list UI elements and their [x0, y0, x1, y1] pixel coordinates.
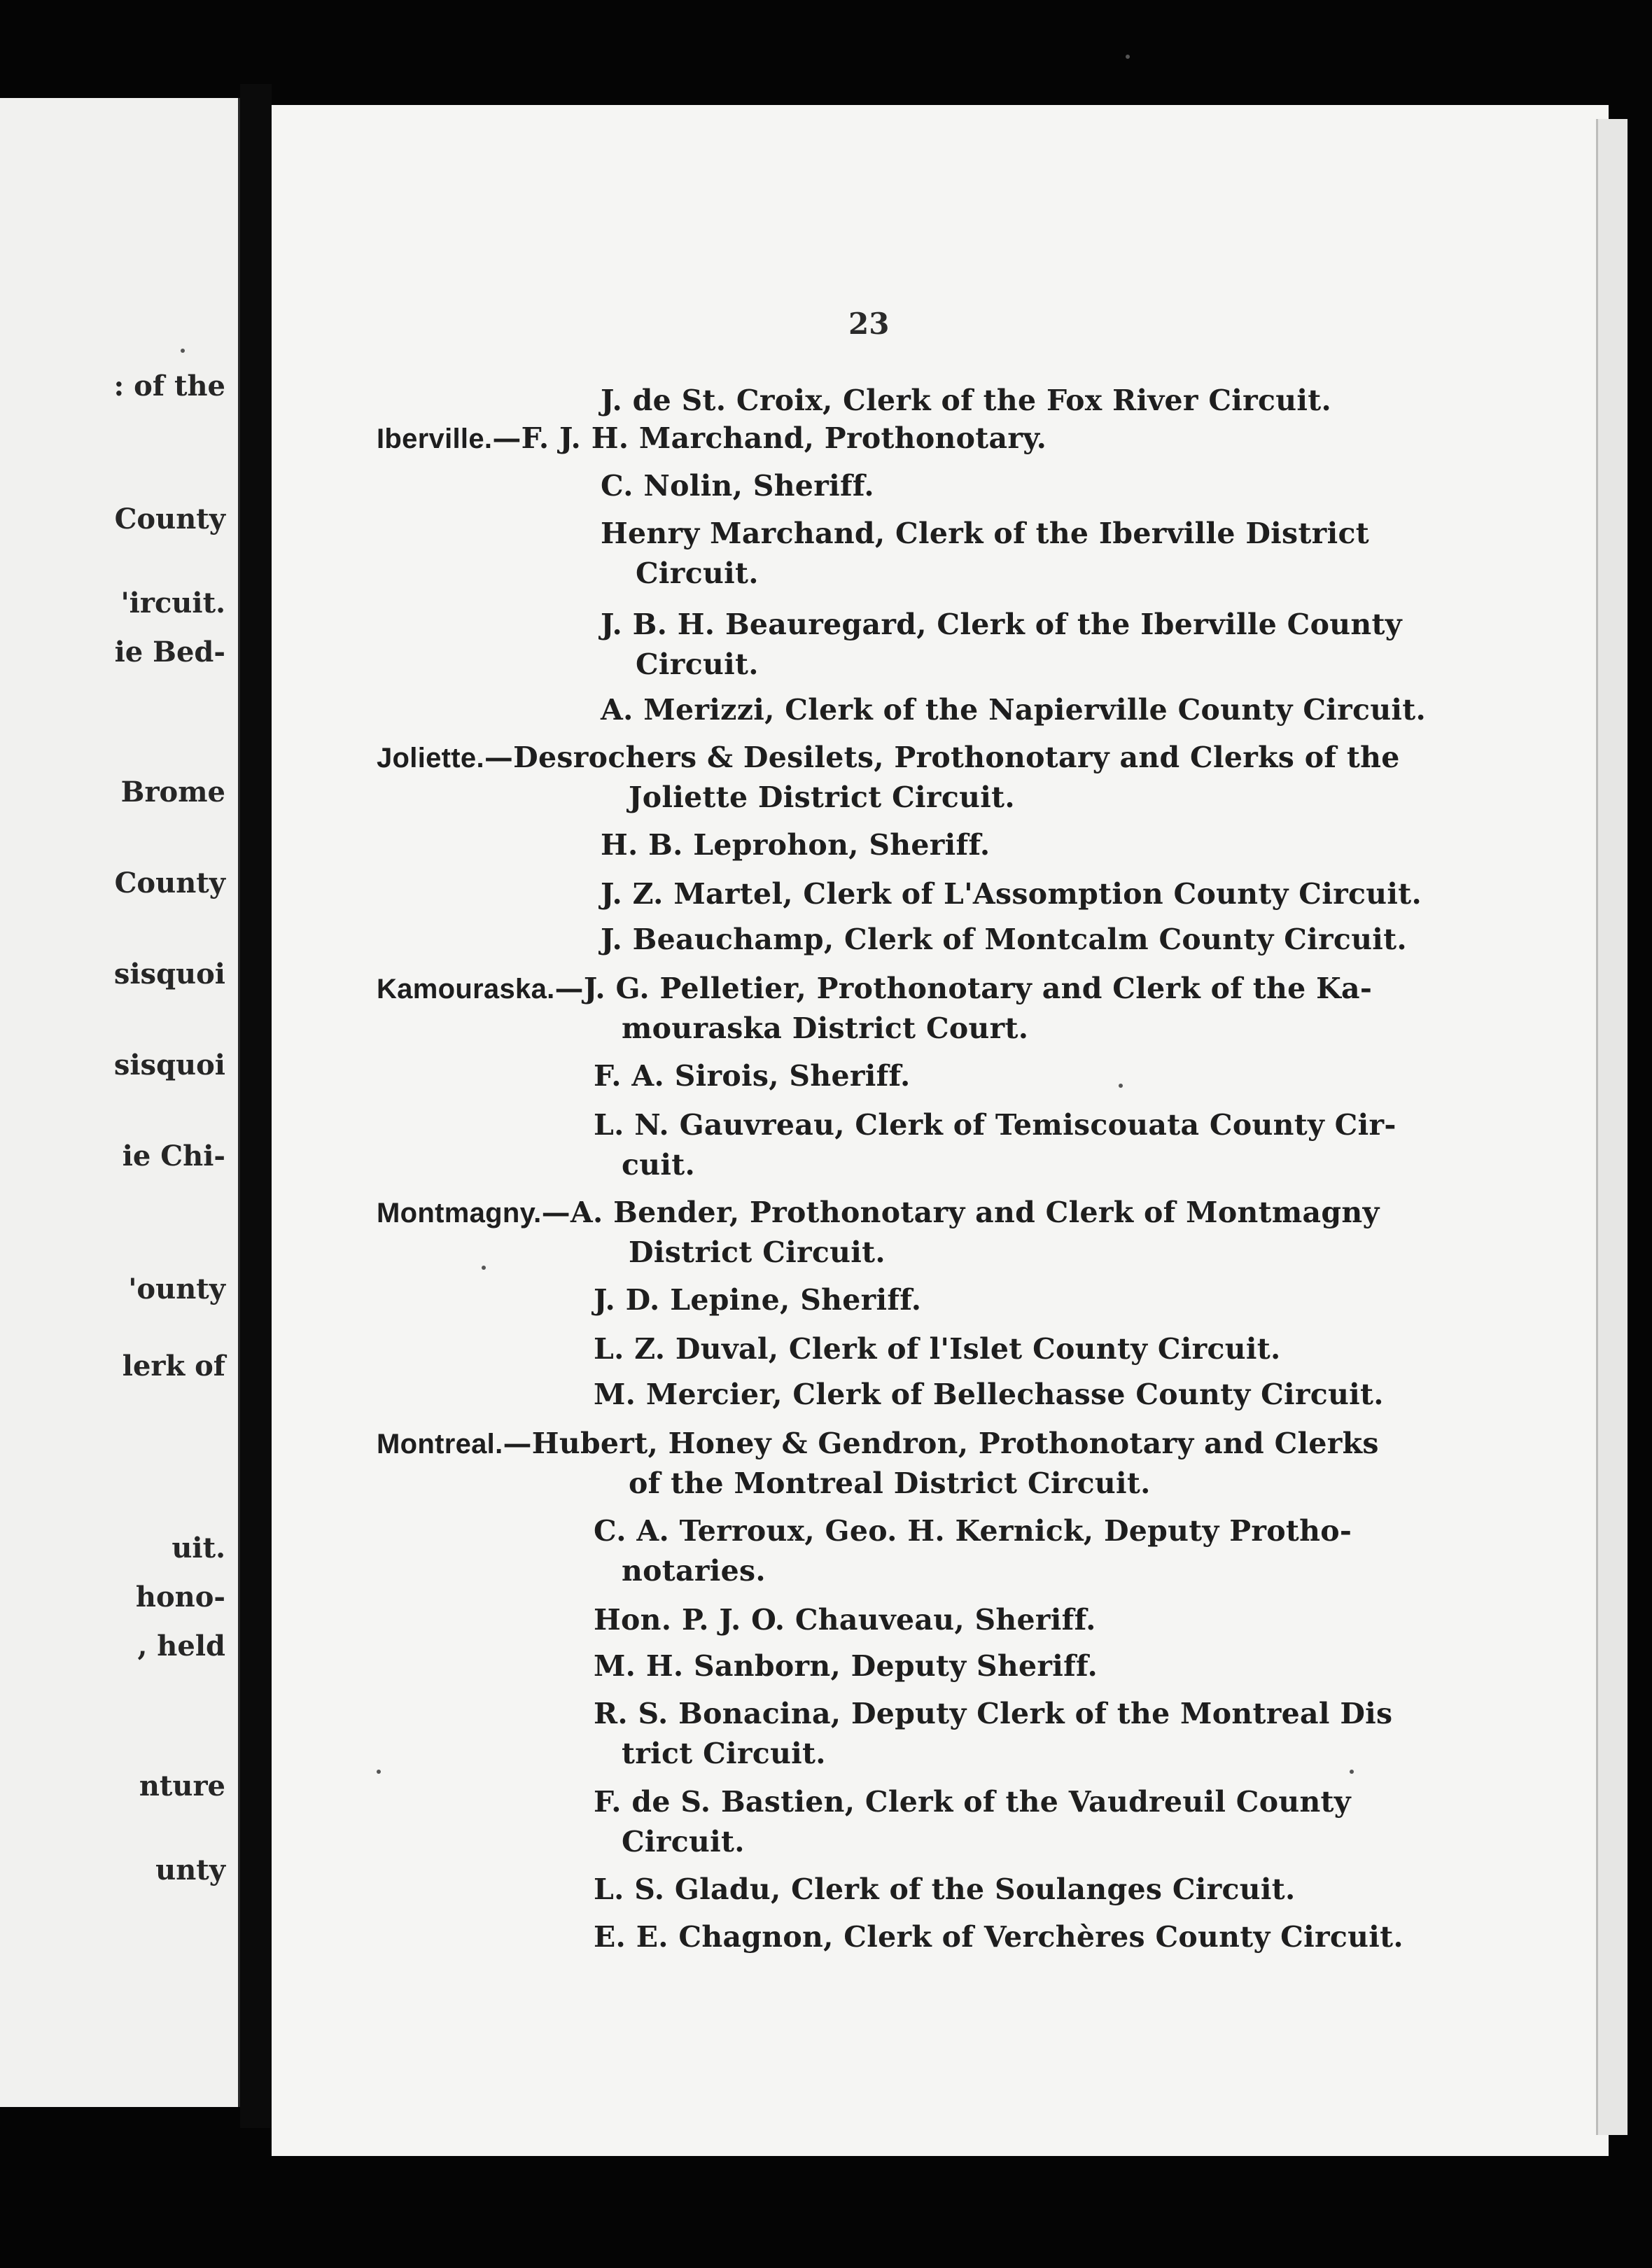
entry-text: J. Beauchamp, Clerk of Montcalm County Circuit. — [601, 923, 1407, 956]
entry-line — [594, 1649, 1098, 1683]
entry-text: District Circuit. — [629, 1236, 886, 1269]
entry-line — [622, 1148, 695, 1182]
left-page-text-fragment: sisquoi — [113, 958, 225, 990]
district-entry-line — [377, 1196, 1380, 1229]
dust-speck — [1350, 1770, 1354, 1774]
entry-line — [622, 1737, 826, 1770]
entry-text: —Hubert, Honey & Gendron, Prothonotary and Clerks — [503, 1427, 1379, 1460]
entry-line — [601, 877, 1422, 911]
entry-text: J. B. H. Beauregard, Clerk of the Iberville County — [601, 608, 1402, 641]
left-page-text-fragment: 'ounty — [128, 1273, 225, 1306]
dust-speck — [1119, 1084, 1123, 1088]
entry-text: cuit. — [622, 1148, 696, 1182]
entry-text: of the Montreal District Circuit. — [629, 1466, 1151, 1500]
entry-text: H. B. Leprohon, Sheriff. — [601, 828, 990, 862]
district-entry-line — [377, 741, 1400, 774]
entry-text: C. Nolin, Sheriff. — [601, 469, 874, 503]
entry-line — [601, 608, 1402, 641]
entry-line — [601, 517, 1369, 550]
left-page-text-fragment: County — [114, 503, 225, 536]
left-page-text-fragment: , held — [137, 1630, 225, 1662]
entry-line — [594, 1697, 1392, 1730]
entry-line — [594, 1108, 1396, 1142]
entry-line — [601, 828, 990, 862]
entry-line — [629, 1236, 886, 1269]
entry-line — [601, 693, 1426, 727]
left-page-text-fragment: hono- — [135, 1581, 225, 1614]
entry-line — [594, 1872, 1296, 1906]
entry-text: E. E. Chagnon, Clerk of Verchères County Circuit. — [594, 1920, 1404, 1954]
entry-text: J. D. Lepine, Sheriff. — [594, 1283, 922, 1317]
entry-line — [594, 1920, 1404, 1954]
entry-line — [594, 1603, 1096, 1637]
left-page-text-fragment: nture — [139, 1770, 225, 1802]
entry-text: C. A. Terroux, Geo. H. Kernick, Deputy Protho- — [594, 1514, 1352, 1548]
entry-text: —A. Bender, Prothonotary and Clerk of Montmagny — [541, 1196, 1380, 1229]
entry-text: L. S. Gladu, Clerk of the Soulanges Circuit. — [594, 1872, 1296, 1906]
entry-text: mouraska District Court. — [622, 1011, 1029, 1045]
entry-text: J. de St. Croix, Clerk of the Fox River Circuit. — [601, 384, 1332, 417]
district-entry-line — [377, 421, 1046, 455]
entry-text: A. Merizzi, Clerk of the Napierville County Circuit. — [601, 693, 1427, 727]
entry-text: J. Z. Martel, Clerk of L'Assomption County Circuit. — [601, 877, 1422, 911]
entry-text: Joliette District Circuit. — [629, 780, 1015, 814]
entry-text: Circuit. — [622, 1825, 745, 1858]
left-page-text-fragment: County — [114, 867, 225, 899]
entry-text: R. S. Bonacina, Deputy Clerk of the Montreal Dis — [594, 1697, 1393, 1730]
left-page-text-fragment: uit. — [172, 1532, 225, 1564]
entry-line — [622, 1011, 1028, 1045]
dust-speck — [377, 1770, 381, 1774]
entry-text: —Desrochers & Desilets, Prothonotary and Clerks of the — [484, 741, 1400, 774]
entry-text: Circuit. — [636, 556, 759, 590]
entry-line — [594, 1514, 1352, 1548]
entry-line — [601, 469, 874, 503]
district-name: Joliette. — [377, 743, 484, 774]
entry-line — [594, 1378, 1384, 1411]
entry-line — [594, 1332, 1281, 1366]
entry-text: M. H. Sanborn, Deputy Sheriff. — [594, 1649, 1098, 1683]
entry-text: —F. J. H. Marchand, Prothonotary. — [492, 421, 1047, 455]
entry-line — [601, 923, 1407, 956]
left-page-text-fragment: : of the — [113, 370, 225, 402]
district-name: Iberville. — [377, 424, 493, 454]
entry-text: L. N. Gauvreau, Clerk of Temiscouata County Cir- — [594, 1108, 1396, 1142]
left-page-text-fragment: unty — [155, 1854, 225, 1886]
left-page-text-fragment: sisquoi — [113, 1049, 225, 1082]
left-page-text-fragment: lerk of — [122, 1350, 225, 1382]
page-edge — [1596, 119, 1628, 2135]
district-name: Montreal. — [377, 1429, 503, 1460]
entry-text: notaries. — [622, 1554, 766, 1588]
entry-line — [594, 1785, 1351, 1819]
left-page-text-fragment: ie Bed- — [114, 636, 225, 668]
entry-text: F. de S. Bastien, Clerk of the Vaudreuil County — [594, 1785, 1351, 1819]
entry-text: L. Z. Duval, Clerk of l'Islet County Circuit. — [594, 1332, 1281, 1366]
entry-text: trict Circuit. — [622, 1737, 826, 1770]
district-name: Kamouraska. — [377, 974, 555, 1004]
district-entry-line — [377, 972, 1372, 1005]
entry-line — [622, 1825, 745, 1858]
page-number: 23 — [848, 307, 890, 341]
entry-text: Circuit. — [636, 648, 759, 681]
dust-speck — [482, 1266, 486, 1270]
page-gutter — [240, 84, 272, 2128]
previous-page-fragment — [0, 98, 240, 2107]
entry-text: F. A. Sirois, Sheriff. — [594, 1059, 911, 1093]
left-page-text-fragment: Brome — [120, 776, 225, 808]
entry-line — [601, 384, 1331, 417]
left-page-text-fragment: ie Chi- — [122, 1140, 225, 1172]
entry-line — [594, 1283, 921, 1317]
entry-line — [622, 1554, 766, 1588]
dust-speck — [1126, 55, 1130, 59]
left-page-text-fragment: 'ircuit. — [120, 587, 225, 620]
entry-line — [636, 556, 759, 590]
entry-text: —J. G. Pelletier, Prothonotary and Clerk of the Ka- — [554, 972, 1373, 1005]
entry-line — [594, 1059, 911, 1093]
entry-line — [636, 648, 759, 681]
entry-text: Henry Marchand, Clerk of the Iberville District — [601, 517, 1369, 550]
district-entry-line — [377, 1427, 1379, 1460]
entry-text: M. Mercier, Clerk of Bellechasse County Circuit. — [594, 1378, 1384, 1411]
entry-text: Hon. P. J. O. Chauveau, Sheriff. — [594, 1603, 1096, 1637]
district-name: Montmagny. — [377, 1198, 542, 1228]
entry-line — [629, 1466, 1151, 1500]
dust-speck — [181, 349, 185, 353]
entry-line — [629, 780, 1015, 814]
